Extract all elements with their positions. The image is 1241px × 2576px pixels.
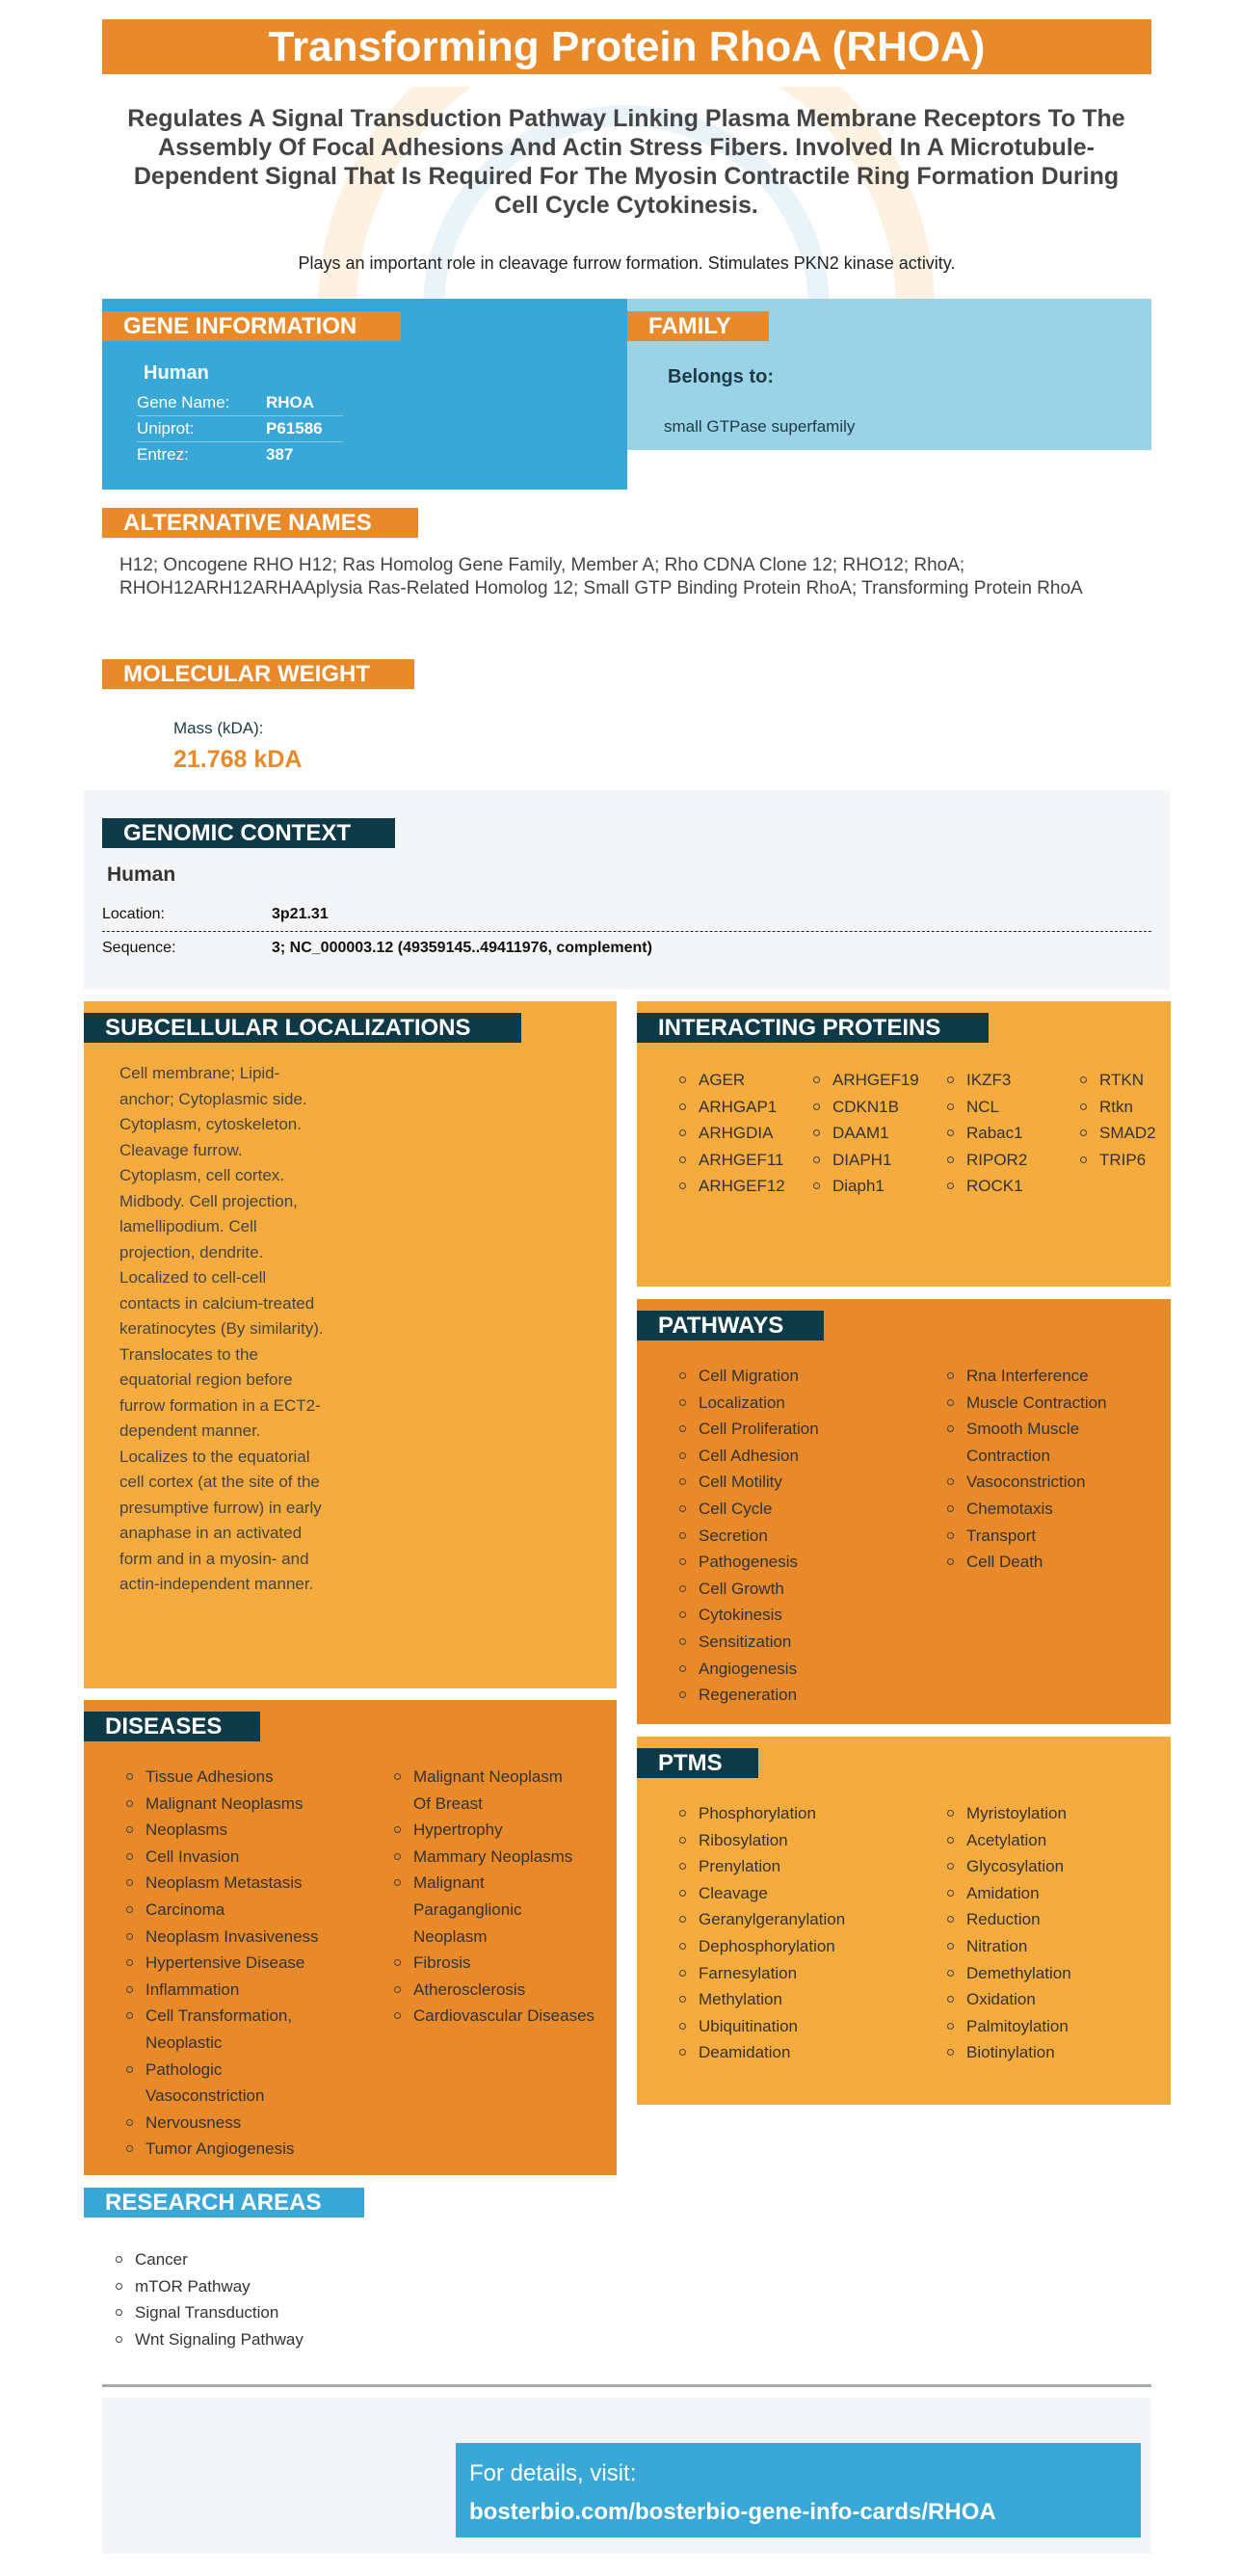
list-item: Cleavage bbox=[677, 1880, 918, 1907]
gene-name-value: RHOA bbox=[266, 390, 343, 416]
alternative-names-text: H12; Oncogene RHO H12; Ras Homolog Gene Family, Member A; Rho CDNA Clone 12; RHO12; RhoA; RHOH12ARH12ARHAAplysia Ras-Related Homolog 12; Small GTP Binding Protein RhoA; Transforming Protein RhoA bbox=[119, 555, 1083, 598]
list-item: CDKN1B bbox=[811, 1094, 919, 1121]
pathways-column-2 bbox=[945, 1363, 1148, 1576]
list-item: Chemotaxis bbox=[945, 1496, 1148, 1523]
genomic-species: Human bbox=[107, 863, 176, 886]
footer-line-1: For details, visit: bbox=[469, 2460, 637, 2486]
molecular-weight-label: MOLECULAR WEIGHT bbox=[102, 659, 414, 689]
list-item: Oxidation bbox=[945, 1986, 1148, 2013]
list-item: Hypertrophy bbox=[392, 1817, 604, 1844]
list-item: Vasoconstriction bbox=[945, 1469, 1148, 1496]
list-item: ARHGEF11 bbox=[677, 1147, 785, 1174]
list-item: Demethylation bbox=[945, 1960, 1148, 1987]
protein-summary: Regulates A Signal Transduction Pathway Linking Plasma Membrane Receptors To The Assembly Of Focal Adhesions And Actin Stress Fibers. Involved In A Microtubule-Dependent Signal That Is Required For The Myosin Contractile Ring Formation During Cell Cycle Cytokinesis. bbox=[127, 105, 1125, 219]
protein-description: Plays an important role in cleavage furrow formation. Stimulates PKN2 kinase activity. bbox=[298, 253, 956, 273]
interacting-proteins-column-4 bbox=[1078, 1067, 1156, 1173]
list-item: Amidation bbox=[945, 1880, 1148, 1907]
list-item: Mammary Neoplasms bbox=[392, 1844, 604, 1871]
list-item: RIPOR2 bbox=[945, 1147, 1027, 1174]
research-areas-label: RESEARCH AREAS bbox=[84, 2188, 364, 2217]
alternative-names-label: ALTERNATIVE NAMES bbox=[102, 508, 418, 538]
list-item: Biotinylation bbox=[945, 2039, 1148, 2066]
footer-link[interactable]: bosterbio.com/bosterbio-gene-info-cards/RHOA bbox=[469, 2499, 996, 2525]
mass-value: 21.768 kDA bbox=[173, 746, 303, 773]
gene-info-table bbox=[137, 390, 343, 467]
subcellular-localizations-text: Cell membrane; Lipid-anchor; Cytoplasmic side. Cytoplasm, cytoskeleton. Cleavage furrow. Cytoplasm, cell cortex. Midbody. Cell projection, lamellipodium. Cell projection, dendrite. Localized to cell-cell contacts in calcium-treated keratinocytes (By similarity). Translocates to the equatorial region before furrow formation in a ECT2-dependent manner. Localizes to the equatorial cell cortex (at the site of the presumptive furrow) in early anaphase in an activated form and in a myosin- and actin-independent manner. bbox=[119, 1064, 324, 1593]
list-item: Diaph1 bbox=[811, 1173, 919, 1200]
diseases-panel bbox=[84, 1700, 617, 2175]
list-item: Hypertensive Disease bbox=[124, 1950, 327, 1977]
list-item: Rna Interference bbox=[945, 1363, 1148, 1390]
gene-species: Human bbox=[144, 362, 209, 384]
list-item: Cytokinesis bbox=[677, 1602, 918, 1629]
uniprot-row bbox=[137, 416, 343, 442]
genomic-context-panel bbox=[84, 790, 1170, 990]
list-item: NCL bbox=[945, 1094, 1027, 1121]
list-item: ROCK1 bbox=[945, 1173, 1027, 1200]
list-item: ARHGDIA bbox=[677, 1120, 785, 1147]
ptms-label: PTMS bbox=[637, 1748, 758, 1778]
pathways-panel bbox=[637, 1299, 1171, 1724]
list-item: Ubiquitination bbox=[677, 2013, 918, 2040]
gene-name-row bbox=[137, 390, 343, 416]
footer-panel bbox=[102, 2398, 1151, 2554]
list-item: Farnesylation bbox=[677, 1960, 918, 1987]
entrez-row bbox=[137, 442, 343, 468]
list-item: Reduction bbox=[945, 1906, 1148, 1933]
list-item: Neoplasms bbox=[124, 1817, 327, 1844]
list-item: Glycosylation bbox=[945, 1853, 1148, 1880]
gene-information-label: GENE INFORMATION bbox=[102, 311, 401, 341]
list-item: Cell Adhesion bbox=[677, 1443, 918, 1470]
interacting-proteins-column-2 bbox=[811, 1067, 919, 1200]
list-item: Neoplasm Metastasis bbox=[124, 1870, 327, 1897]
ptms-panel bbox=[637, 1737, 1171, 2105]
list-item: ARHGEF19 bbox=[811, 1067, 919, 1094]
list-item: Prenylation bbox=[677, 1853, 918, 1880]
genomic-context-label: GENOMIC CONTEXT bbox=[102, 818, 395, 848]
list-item: Transport bbox=[945, 1523, 1148, 1550]
list-item: AGER bbox=[677, 1067, 785, 1094]
diseases-label: DISEASES bbox=[84, 1712, 260, 1741]
list-item: Tissue Adhesions bbox=[124, 1764, 327, 1791]
list-item: mTOR Pathway bbox=[114, 2273, 304, 2300]
list-item: TRIP6 bbox=[1078, 1147, 1156, 1174]
list-item: Carcinoma bbox=[124, 1897, 327, 1924]
mass-label: Mass (kDA): bbox=[173, 719, 264, 737]
list-item: Pathogenesis bbox=[677, 1549, 918, 1576]
list-item: Secretion bbox=[677, 1523, 918, 1550]
diseases-column-1 bbox=[124, 1764, 327, 2163]
entrez-key: Entrez: bbox=[137, 445, 189, 464]
list-item: Signal Transduction bbox=[114, 2299, 304, 2326]
list-item: Cell Growth bbox=[677, 1576, 918, 1603]
list-item: Tumor Angiogenesis bbox=[124, 2136, 327, 2163]
list-item: Cardiovascular Diseases bbox=[392, 2003, 604, 2030]
list-item: IKZF3 bbox=[945, 1067, 1027, 1094]
list-item: Fibrosis bbox=[392, 1950, 604, 1977]
family-panel bbox=[627, 299, 1151, 450]
list-item: Deamidation bbox=[677, 2039, 918, 2066]
list-item: Rtkn bbox=[1078, 1094, 1156, 1121]
footer-link-box[interactable] bbox=[456, 2443, 1141, 2537]
list-item: Cell Migration bbox=[677, 1363, 918, 1390]
list-item: Methylation bbox=[677, 1986, 918, 2013]
research-areas-list bbox=[114, 2246, 304, 2352]
list-item: Wnt Signaling Pathway bbox=[114, 2326, 304, 2353]
list-item: Nitration bbox=[945, 1933, 1148, 1960]
family-label: FAMILY bbox=[627, 311, 769, 341]
list-item: Muscle Contraction bbox=[945, 1390, 1148, 1417]
list-item: Cell Motility bbox=[677, 1469, 918, 1496]
ptms-column-2 bbox=[945, 1800, 1148, 2066]
list-item: Cell Cycle bbox=[677, 1496, 918, 1523]
list-item: Dephosphorylation bbox=[677, 1933, 918, 1960]
interacting-proteins-panel bbox=[637, 1001, 1171, 1287]
list-item: Nervousness bbox=[124, 2110, 327, 2137]
list-item: Neoplasm Invasiveness bbox=[124, 1924, 327, 1951]
list-item: Malignant Paraganglionic Neoplasm bbox=[392, 1870, 519, 1950]
footer-divider bbox=[102, 2384, 1151, 2387]
pathways-label: PATHWAYS bbox=[637, 1311, 824, 1341]
list-item: Cell Transformation, Neoplastic bbox=[124, 2003, 304, 2056]
family-value: small GTPase superfamily bbox=[664, 417, 856, 436]
ptms-column-1 bbox=[677, 1800, 918, 2066]
list-item: Malignant Neoplasm Of Breast bbox=[392, 1764, 582, 1817]
list-item: Sensitization bbox=[677, 1629, 918, 1656]
list-item: Ribosylation bbox=[677, 1827, 918, 1854]
pathways-column-1 bbox=[677, 1363, 918, 1709]
genomic-divider bbox=[102, 931, 1151, 932]
list-item: Cell Proliferation bbox=[677, 1416, 918, 1443]
list-item: RTKN bbox=[1078, 1067, 1156, 1094]
gene-name-key: Gene Name: bbox=[137, 390, 266, 416]
list-item: ARHGAP1 bbox=[677, 1094, 785, 1121]
list-item: Palmitoylation bbox=[945, 2013, 1148, 2040]
sequence-value: 3; NC_000003.12 (49359145..49411976, complement) bbox=[272, 940, 652, 956]
list-item: Pathologic Vasoconstriction bbox=[124, 2057, 290, 2110]
interacting-proteins-column-1 bbox=[677, 1067, 785, 1200]
list-item: ARHGEF12 bbox=[677, 1173, 785, 1200]
list-item: Smooth Muscle Contraction bbox=[945, 1416, 1111, 1469]
gene-information-panel bbox=[102, 299, 627, 490]
interacting-proteins-column-3 bbox=[945, 1067, 1027, 1200]
list-item: Phosphorylation bbox=[677, 1800, 918, 1827]
diseases-column-2 bbox=[392, 1764, 604, 2030]
list-item: Cancer bbox=[114, 2246, 304, 2273]
page-title: Transforming Protein RhoA (RHOA) bbox=[102, 19, 1151, 74]
list-item: Regeneration bbox=[677, 1682, 918, 1709]
subcellular-localizations-panel bbox=[84, 1001, 617, 1688]
belongs-to-label: Belongs to: bbox=[668, 366, 774, 387]
list-item: DAAM1 bbox=[811, 1120, 919, 1147]
uniprot-key: Uniprot: bbox=[137, 416, 266, 442]
list-item: Inflammation bbox=[124, 1977, 327, 2004]
list-item: Cell Invasion bbox=[124, 1844, 327, 1871]
list-item: Rabac1 bbox=[945, 1120, 1027, 1147]
list-item: Localization bbox=[677, 1390, 918, 1417]
list-item: Atherosclerosis bbox=[392, 1977, 604, 2004]
list-item: Angiogenesis bbox=[677, 1656, 918, 1683]
location-value: 3p21.31 bbox=[272, 906, 329, 922]
uniprot-value: P61586 bbox=[266, 416, 343, 442]
list-item: Cell Death bbox=[945, 1549, 1148, 1576]
list-item: Malignant Neoplasms bbox=[124, 1791, 327, 1818]
list-item: Geranylgeranylation bbox=[677, 1906, 918, 1933]
subcellular-localizations-label: SUBCELLULAR LOCALIZATIONS bbox=[84, 1013, 521, 1043]
list-item: DIAPH1 bbox=[811, 1147, 919, 1174]
location-key: Location: bbox=[102, 906, 165, 922]
entrez-value: 387 bbox=[266, 445, 294, 464]
interacting-proteins-label: INTERACTING PROTEINS bbox=[637, 1013, 989, 1043]
list-item: SMAD2 bbox=[1078, 1120, 1156, 1147]
sequence-key: Sequence: bbox=[102, 940, 176, 956]
list-item: Myristoylation bbox=[945, 1800, 1148, 1827]
list-item: Acetylation bbox=[945, 1827, 1148, 1854]
